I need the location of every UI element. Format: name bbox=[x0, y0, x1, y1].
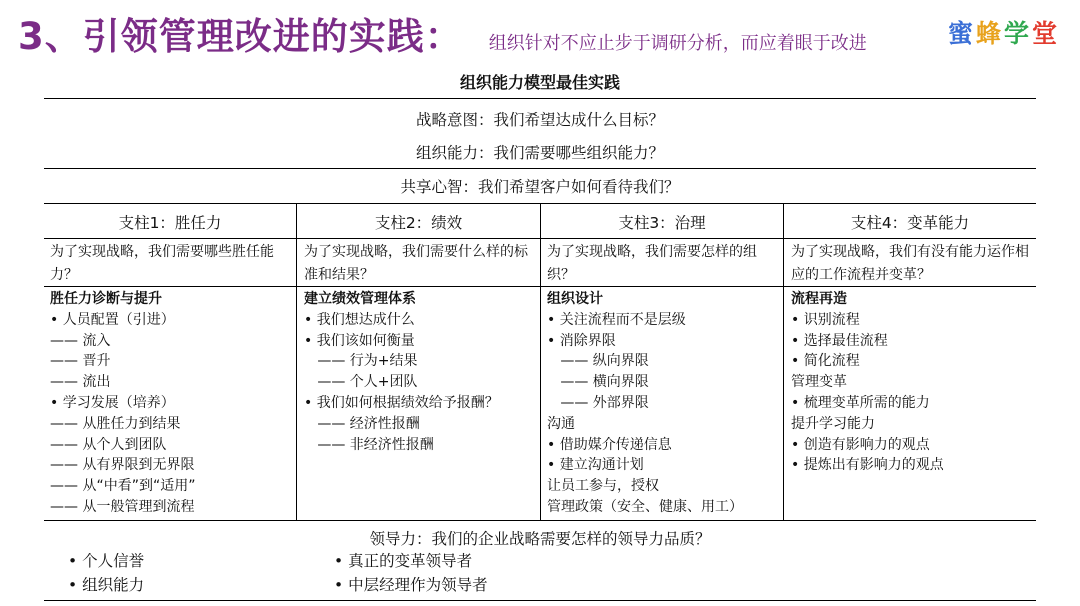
pillar-question: 为了实现战略，我们需要什么样的标准和结果？ bbox=[304, 244, 528, 283]
list-item: —— 横向界限 bbox=[547, 374, 649, 391]
list-item: • 消除界限 bbox=[547, 332, 616, 349]
slide-title: 3、引领管理改进的实践： bbox=[18, 15, 463, 58]
list-item: 管理政策（安全、健康、用工） bbox=[547, 498, 743, 515]
list-item: • 组织能力 bbox=[68, 576, 145, 594]
list-item: —— 经济性报酬 bbox=[304, 415, 420, 432]
list-item: —— 流出 bbox=[50, 374, 111, 391]
list-item: 胜任力诊断与提升 bbox=[50, 291, 162, 307]
strategy-row: 战略意图：我们希望达成什么目标？ bbox=[415, 111, 664, 129]
logo-char: 堂 bbox=[1031, 19, 1060, 48]
rule bbox=[44, 600, 1036, 601]
leadership-row: 领导力：我们的企业战略需要怎样的领导力品质？ bbox=[369, 530, 711, 548]
list-item: • 我们该如何衡量 bbox=[304, 332, 415, 349]
slide-header bbox=[18, 6, 867, 58]
leadership-list-right bbox=[334, 549, 488, 597]
list-item: —— 流入 bbox=[50, 332, 111, 349]
list-item: • 中层经理作为领导者 bbox=[334, 576, 488, 594]
column-divider bbox=[540, 203, 541, 520]
list-item: 让员工参与，授权 bbox=[547, 478, 659, 495]
list-item: • 关注流程而不是层级 bbox=[547, 311, 686, 328]
logo-char: 学 bbox=[1003, 19, 1032, 48]
list-item: • 真正的变革领导者 bbox=[334, 552, 473, 570]
list-item: —— 个人+团队 bbox=[304, 374, 418, 391]
list-item: —— 从一般管理到流程 bbox=[50, 498, 195, 515]
brand-logo bbox=[948, 14, 1060, 50]
list-item: —— 从胜任力到结果 bbox=[50, 415, 181, 432]
list-item: • 借助媒介传递信息 bbox=[547, 436, 672, 453]
list-item: • 个人信誉 bbox=[68, 552, 145, 570]
pillar-question: 为了实现战略，我们需要怎样的组织？ bbox=[547, 244, 757, 283]
rule bbox=[44, 98, 1036, 99]
pillar-list bbox=[547, 289, 743, 518]
leadership-list-left bbox=[68, 549, 144, 597]
column-divider bbox=[296, 203, 297, 520]
pillar-head: 支柱1：胜任力 bbox=[118, 214, 222, 232]
pillar-question: 为了实现战略，我们需要哪些胜任能力？ bbox=[50, 244, 274, 283]
pillar-question: 为了实现战略，我们有没有能力运作相应的工作流程并变革？ bbox=[791, 244, 1029, 283]
list-item: 建立绩效管理体系 bbox=[304, 291, 416, 307]
rule bbox=[44, 168, 1036, 169]
list-item: —— 从个人到团队 bbox=[50, 436, 167, 453]
column-divider bbox=[783, 203, 784, 520]
logo-char: 蜜 bbox=[947, 19, 976, 48]
pillar-head: 支柱2：绩效 bbox=[374, 214, 463, 232]
table-title: 组织能力模型最佳实践 bbox=[459, 73, 620, 92]
list-item: —— 外部界限 bbox=[547, 394, 649, 411]
list-item: • 梳理变革所需的能力 bbox=[791, 394, 930, 411]
pillar-head: 支柱3：治理 bbox=[618, 214, 706, 232]
rule bbox=[44, 520, 1036, 521]
list-item: 提升学习能力 bbox=[791, 415, 875, 432]
list-item: 管理变革 bbox=[791, 374, 847, 391]
capability-row: 组织能力：我们需要哪些组织能力？ bbox=[415, 144, 664, 162]
list-item: • 提炼出有影响力的观点 bbox=[791, 457, 944, 474]
list-item: —— 非经济性报酬 bbox=[304, 436, 434, 453]
list-item: 组织设计 bbox=[547, 291, 603, 307]
list-item: 沟通 bbox=[547, 415, 575, 432]
list-item: • 建立沟通计划 bbox=[547, 457, 644, 474]
list-item: 流程再造 bbox=[791, 291, 847, 307]
list-item: • 选择最佳流程 bbox=[791, 332, 888, 349]
pillar-list bbox=[791, 289, 944, 476]
slide-subtitle: 组织针对不应止步于调研分析，而应着眼于改进 bbox=[488, 33, 867, 54]
pillar-list bbox=[304, 289, 499, 455]
list-item: —— 纵向界限 bbox=[547, 353, 649, 370]
list-item: • 识别流程 bbox=[791, 311, 860, 328]
list-item: • 创造有影响力的观点 bbox=[791, 436, 930, 453]
list-item: —— 晋升 bbox=[50, 353, 111, 370]
list-item: —— 从有界限到无界限 bbox=[50, 457, 195, 474]
pillar-head: 支柱4：变革能力 bbox=[850, 214, 970, 232]
list-item: —— 行为+结果 bbox=[304, 353, 418, 370]
list-item: —— 从“中看”到“适用” bbox=[50, 478, 196, 495]
list-item: • 学习发展（培养） bbox=[50, 394, 175, 411]
pillar-list bbox=[50, 289, 195, 518]
mindset-row: 共享心智：我们希望客户如何看待我们？ bbox=[400, 178, 680, 196]
list-item: • 人员配置（引进） bbox=[50, 311, 175, 328]
list-item: • 我们如何根据绩效给予报酬？ bbox=[304, 394, 499, 411]
list-item: • 简化流程 bbox=[791, 353, 860, 370]
logo-char: 蜂 bbox=[975, 19, 1004, 48]
list-item: • 我们想达成什么 bbox=[304, 311, 415, 328]
